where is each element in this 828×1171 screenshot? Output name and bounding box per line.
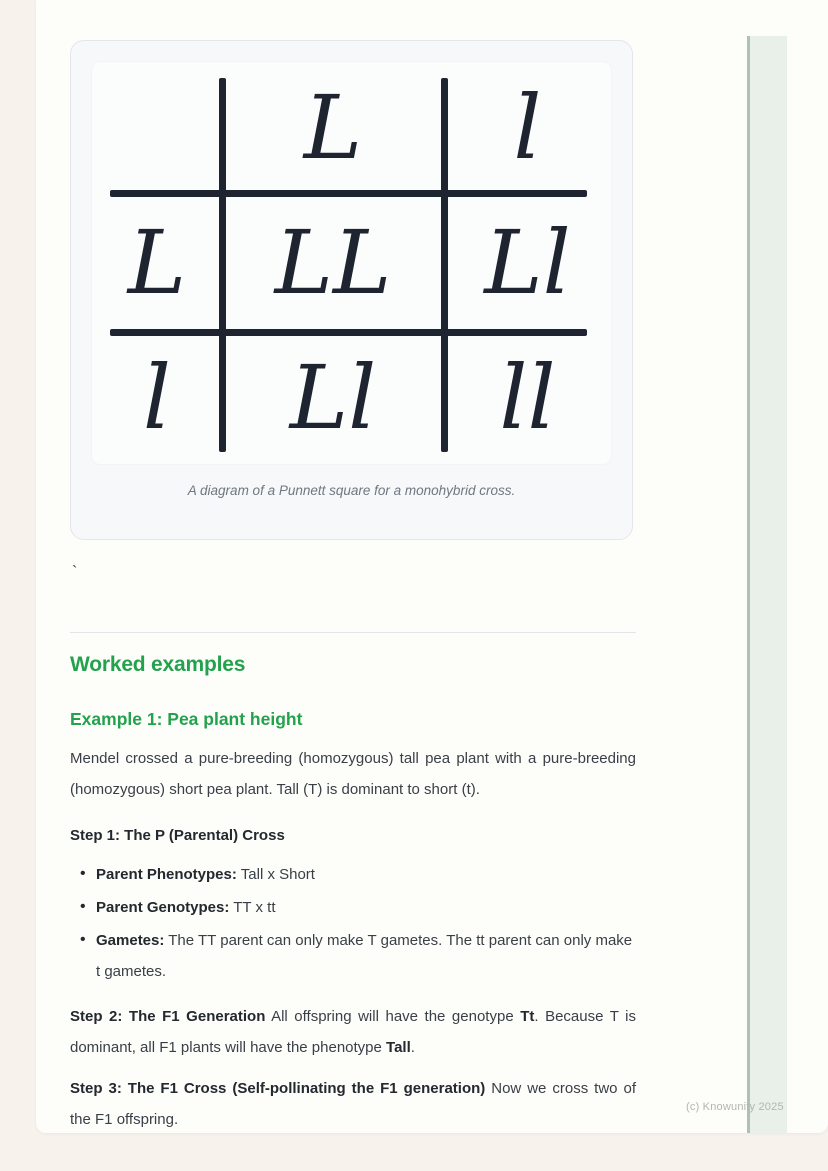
text-run: . — [410, 1039, 415, 1056]
document-content — [70, 0, 636, 1135]
text-run: Step 2: The F1 Generation — [70, 1008, 266, 1025]
page-surface — [36, 0, 828, 1133]
parent-cross-list — [70, 859, 636, 987]
punnett-square-diagram[interactable] — [92, 62, 611, 464]
punnett-grid — [92, 62, 611, 464]
punnett-cell — [92, 62, 222, 193]
punnett-cell: LL — [274, 210, 392, 314]
list-item — [96, 925, 636, 987]
punnett-grid-line-horizontal-1 — [110, 190, 587, 197]
step3-paragraph — [70, 1073, 636, 1135]
punnett-grid-line-vertical-2 — [441, 78, 448, 452]
step2-paragraph — [70, 1001, 636, 1063]
text-run: Gametes: — [96, 932, 165, 949]
punnett-cell: ll — [499, 346, 556, 449]
punnett-cell: L — [127, 210, 187, 314]
section-divider — [70, 632, 636, 633]
text-run: Tt — [520, 1008, 535, 1025]
text-run: Tall — [386, 1039, 411, 1056]
punnett-cell: Ll — [484, 210, 571, 314]
figure-card — [70, 40, 633, 540]
text-run: Step 3: The F1 Cross (Self-pollinating the F1 generation) — [70, 1080, 486, 1097]
step1-heading — [70, 820, 636, 851]
punnett-grid-line-horizontal-2 — [110, 329, 587, 336]
punnett-cell: Ll — [289, 346, 377, 449]
punnett-cell: l — [513, 75, 542, 179]
punnett-cell: L — [303, 75, 363, 179]
worked-examples-heading: Worked examples — [70, 653, 246, 676]
example1-heading: Example 1: Pea plant height — [70, 709, 303, 729]
text-run: TT x tt — [229, 899, 276, 916]
list-item — [96, 859, 636, 890]
text-run: All offspring will have the genotype — [265, 1008, 521, 1025]
text-run: . Because T is dominant, all F1 plants will have the phenotype — [70, 1008, 636, 1056]
text-run: The TT parent can only make T gametes. The tt parent can only make t gametes. — [96, 932, 633, 980]
text-run: Step 1: The P (Parental) Cross — [70, 827, 285, 844]
punnett-grid-line-vertical-1 — [219, 78, 226, 452]
stray-backtick: ` — [72, 564, 78, 581]
watermark: (c) Knowunity 2025 — [686, 1101, 784, 1113]
text-run: Mendel crossed a pure-breeding (homozygous) tall pea plant with a pure-breeding (homozygous) short pea plant. Tall (T) is dominant to short (t). — [70, 750, 636, 798]
list-item — [96, 892, 636, 923]
scroll-strip[interactable] — [747, 36, 787, 1133]
figure-caption: A diagram of a Punnett square for a monohybrid cross. — [187, 483, 516, 498]
text-run: Now we cross two of the F1 offspring. — [70, 1080, 636, 1128]
text-run: Tall x Short — [236, 866, 315, 883]
punnett-cell: l — [142, 346, 172, 449]
text-run: Parent Genotypes: — [96, 899, 230, 916]
intro-paragraph — [70, 743, 636, 805]
text-run: Parent Phenotypes: — [96, 866, 237, 883]
